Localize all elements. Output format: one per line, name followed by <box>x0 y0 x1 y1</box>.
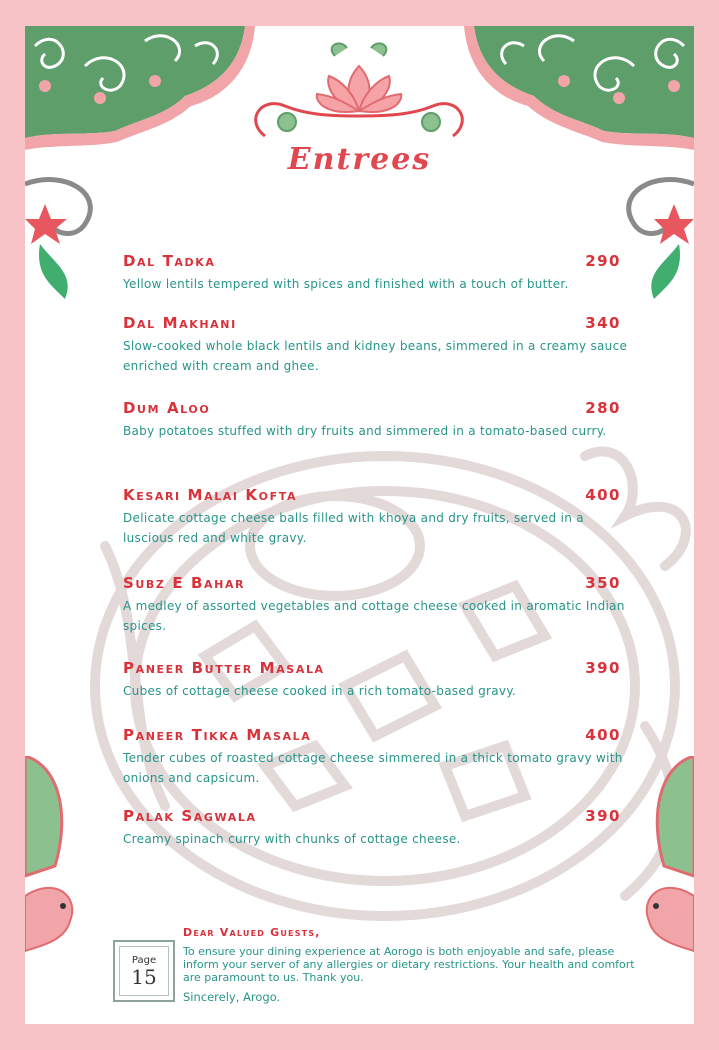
item-price: 280 <box>585 399 621 417</box>
item-name: Dal Tadka <box>123 252 216 270</box>
notice-signature: Sincerely, Arogo. <box>183 990 281 1004</box>
page-number-badge <box>113 940 175 1002</box>
item-description: Tender cubes of roasted cottage cheese simmered in a thick tomato gravy with onions and capsicum. <box>123 751 623 785</box>
notice-title: Dear Valued Guests, <box>183 926 321 939</box>
item-name: Subz E Bahar <box>123 574 246 592</box>
right-peacock-illustration <box>634 756 694 956</box>
item-description: Slow-cooked whole black lentils and kidney beans, simmered in a creamy sauce enriched with cream and ghee. <box>123 339 628 373</box>
item-name: Paneer Tikka Masala <box>123 726 312 744</box>
item-name: Palak Sagwala <box>123 807 257 825</box>
item-price: 290 <box>585 252 621 270</box>
item-price: 350 <box>585 574 621 592</box>
item-description: Delicate cottage cheese balls filled with khoya and dry fruits, served in a luscious red and white gravy. <box>123 511 584 545</box>
item-name: Dum Aloo <box>123 399 211 417</box>
item-price: 400 <box>585 726 621 744</box>
item-description: Cubes of cottage cheese cooked in a rich tomato-based gravy. <box>123 684 517 698</box>
item-name: Paneer Butter Masala <box>123 659 325 677</box>
notice-text: To ensure your dining experience at Aorogo is both enjoyable and safe, please inform your server of any allergies or dietary restrictions. Your health and comfort are paramount to us. Thank you. <box>183 945 635 984</box>
item-description: Baby potatoes stuffed with dry fruits and simmered in a tomato-based curry. <box>123 424 607 438</box>
item-description: Creamy spinach curry with chunks of cottage cheese. <box>123 832 461 846</box>
item-description: A medley of assorted vegetables and cottage cheese cooked in aromatic Indian spices. <box>123 599 625 633</box>
page-label: Page <box>131 955 157 966</box>
allergy-notice <box>183 926 643 1004</box>
left-peacock-illustration <box>25 756 85 956</box>
lotus-emblem <box>256 43 463 136</box>
item-price: 400 <box>585 486 621 504</box>
item-name: Kesari Malai Kofta <box>123 486 298 504</box>
item-price: 390 <box>585 807 621 825</box>
item-name: Dal Makhani <box>123 314 237 332</box>
left-flower-ornament <box>25 174 105 304</box>
item-price: 390 <box>585 659 621 677</box>
page-title: Entrees <box>287 142 432 177</box>
menu-page <box>25 26 694 1024</box>
item-price: 340 <box>585 314 621 332</box>
page-number: 15 <box>131 965 157 989</box>
item-description: Yellow lentils tempered with spices and finished with a touch of butter. <box>123 277 569 291</box>
